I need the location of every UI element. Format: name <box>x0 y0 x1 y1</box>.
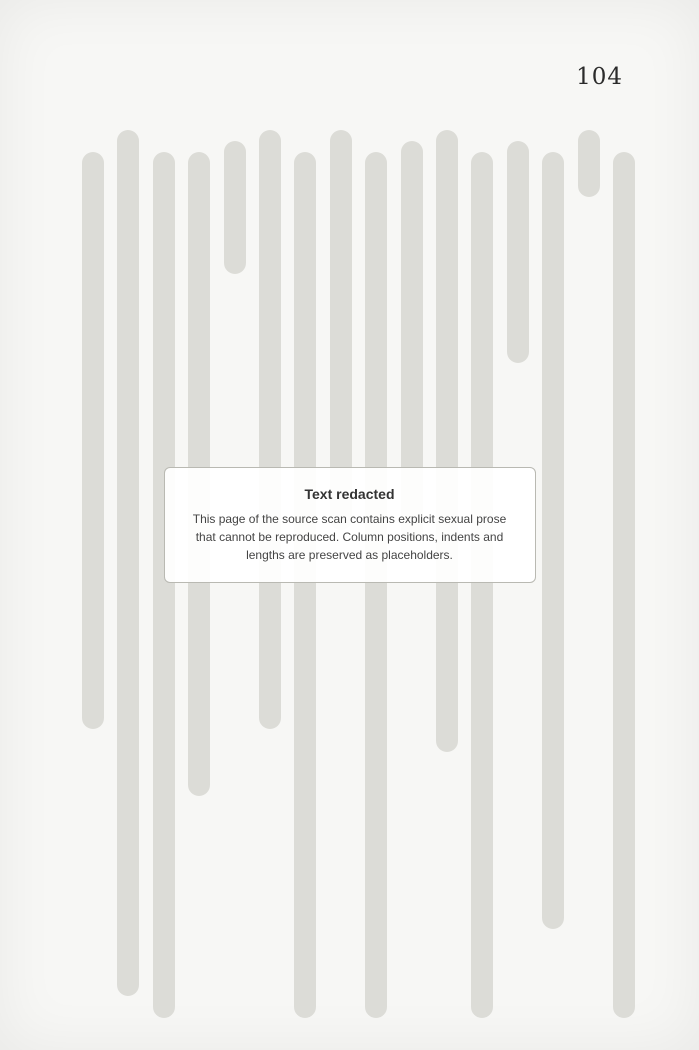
redacted-text-column <box>117 130 139 996</box>
redacted-text-column <box>294 152 316 1018</box>
redacted-text-column <box>471 152 493 1018</box>
redacted-text-column <box>436 130 458 752</box>
redacted-text-column <box>82 152 104 729</box>
redacted-text-column <box>578 130 600 197</box>
redaction-notice <box>164 467 536 583</box>
redacted-text-column <box>507 141 529 363</box>
redaction-title: Text redacted <box>304 486 395 502</box>
redacted-text-column <box>259 130 281 729</box>
redacted-text-column <box>365 152 387 1018</box>
redacted-text-column <box>153 152 175 1018</box>
redacted-text-column <box>224 141 246 274</box>
redacted-text-column <box>613 152 635 1018</box>
page-number: 104 <box>576 64 623 90</box>
redacted-text-column <box>542 152 564 929</box>
redaction-body: This page of the source scan contains explicit sexual prose that cannot be reproduced. Column positions, indents and lengths are preserved as placeholders. <box>192 512 507 562</box>
